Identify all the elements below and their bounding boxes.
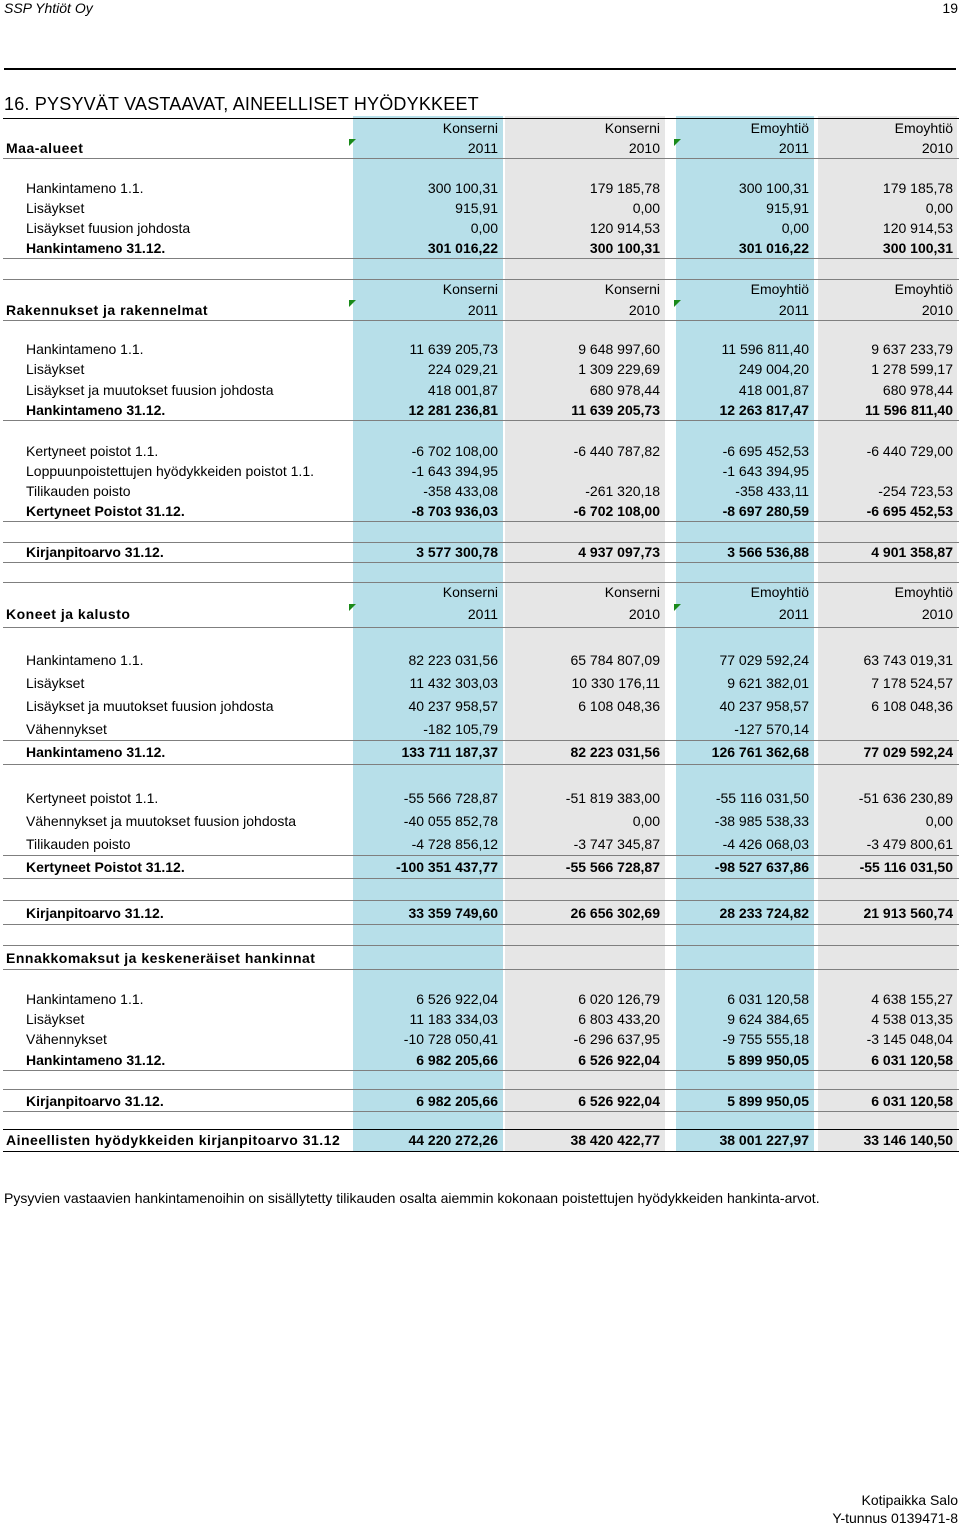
- table-row: [3, 811, 959, 831]
- cell-value: 9 624 384,65: [727, 1011, 809, 1027]
- section-heading-row: [3, 948, 959, 968]
- cell-value: 3 577 300,78: [416, 544, 498, 560]
- row-divider: [3, 420, 959, 421]
- table-row: [3, 719, 959, 739]
- column-header-year: 2011: [467, 140, 498, 156]
- row-label: Hankintameno 1.1.: [26, 180, 144, 196]
- cell-value: 82 223 031,56: [570, 744, 660, 760]
- cell-value: -55 566 728,87: [403, 790, 498, 806]
- row-label: Lisäykset: [26, 361, 85, 377]
- cell-value: 40 237 958,57: [408, 698, 498, 714]
- cell-value: -51 636 230,89: [858, 790, 953, 806]
- cell-value: 38 001 227,97: [719, 1132, 809, 1148]
- cell-value: -6 695 452,53: [866, 503, 953, 519]
- comment-marker-icon: [349, 139, 356, 146]
- row-divider: [3, 627, 959, 628]
- row-label: Hankintameno 31.12.: [26, 1052, 166, 1068]
- cell-value: -358 433,11: [735, 483, 809, 499]
- row-divider: [3, 320, 959, 321]
- column-header: Konserni: [442, 584, 498, 600]
- cell-value: -3 145 048,04: [866, 1031, 953, 1047]
- cell-value: 6 982 205,66: [416, 1052, 498, 1068]
- cell-value: -6 296 637,95: [573, 1031, 660, 1047]
- row-label: Lisäykset ja muutokset fuusion johdosta: [26, 698, 274, 714]
- cell-value: -127 570,14: [734, 721, 809, 737]
- cell-value: -55 566 728,87: [565, 859, 660, 875]
- table-row: [3, 788, 959, 808]
- column-header-year: 2011: [778, 302, 809, 318]
- table-row: [3, 989, 959, 1009]
- row-label: Kirjanpitoarvo 31.12.: [26, 905, 164, 921]
- column-header-year-row: [3, 604, 959, 624]
- row-label: Hankintameno 1.1.: [26, 652, 144, 668]
- cell-value: -10 728 050,41: [403, 1031, 498, 1047]
- table-row: [3, 238, 959, 258]
- column-header-entity-row: [3, 279, 959, 299]
- cell-value: -3 747 345,87: [573, 836, 660, 852]
- cell-value: 0,00: [632, 200, 660, 216]
- column-header: Konserni: [604, 120, 660, 136]
- cell-value: -358 433,08: [423, 483, 498, 499]
- row-divider: [3, 562, 959, 563]
- cell-value: 300 100,31: [589, 240, 660, 256]
- cell-value: 1 309 229,69: [578, 361, 660, 377]
- row-divider: [3, 521, 959, 522]
- cell-value: 300 100,31: [738, 180, 809, 196]
- row-label: Vähennykset ja muutokset fuusion johdosta: [26, 813, 297, 829]
- cell-value: 11 596 811,40: [721, 341, 809, 357]
- column-header-year: 2010: [628, 302, 660, 318]
- table-row: [3, 696, 959, 716]
- table-row: [3, 461, 959, 481]
- cell-value: 6 031 120,58: [871, 1052, 953, 1068]
- row-label: Hankintameno 31.12.: [26, 402, 166, 418]
- table-row: [3, 380, 959, 400]
- table-row: [3, 400, 959, 420]
- column-header-year: 2011: [778, 140, 809, 156]
- cell-value: -182 105,79: [423, 721, 498, 737]
- cell-value: 0,00: [925, 200, 953, 216]
- cell-value: 12 263 817,47: [719, 402, 809, 418]
- cell-value: 11 639 205,73: [571, 402, 660, 418]
- cell-value: 915,91: [766, 200, 809, 216]
- cell-value: 33 146 140,50: [863, 1132, 953, 1148]
- cell-value: -1 643 394,95: [411, 463, 498, 479]
- row-divider: [3, 1151, 959, 1152]
- column-header-year: 2011: [467, 302, 498, 318]
- cell-value: 6 020 126,79: [578, 991, 660, 1007]
- row-label: Kertyneet Poistot 31.12.: [26, 503, 185, 519]
- table-row: [3, 481, 959, 501]
- cell-value: 6 982 205,66: [416, 1093, 498, 1109]
- row-label: Lisäykset: [26, 200, 85, 216]
- cell-value: 6 108 048,36: [578, 698, 660, 714]
- cell-value: 11 432 303,03: [409, 675, 498, 691]
- cell-value: 0,00: [781, 220, 809, 236]
- table-row: [3, 339, 959, 359]
- cell-value: -55 116 031,50: [715, 790, 809, 806]
- row-label: Tilikauden poisto: [26, 483, 131, 499]
- cell-value: 11 596 811,40: [865, 402, 953, 418]
- cell-value: 418 001,87: [738, 382, 809, 398]
- cell-value: -8 697 280,59: [722, 503, 809, 519]
- row-divider: [3, 878, 959, 879]
- row-label: Hankintameno 1.1.: [26, 341, 144, 357]
- cell-value: -6 702 108,00: [411, 443, 498, 459]
- page-number: 19: [942, 0, 958, 16]
- row-label: Lisäykset: [26, 1011, 85, 1027]
- cell-value: -40 055 852,78: [403, 813, 498, 829]
- column-header-entity-row: [3, 582, 959, 602]
- row-label: Vähennykset: [26, 721, 107, 737]
- row-divider: [3, 924, 959, 925]
- table-row: [3, 178, 959, 198]
- column-header: Konserni: [604, 281, 660, 297]
- table-row: [3, 198, 959, 218]
- comment-marker-icon: [674, 604, 681, 611]
- row-divider: [3, 764, 959, 765]
- cell-value: 63 743 019,31: [863, 652, 953, 668]
- column-header-year: 2010: [628, 140, 660, 156]
- column-header-year: 2010: [628, 606, 660, 622]
- table-row: [3, 650, 959, 670]
- cell-value: 44 220 272,26: [408, 1132, 498, 1148]
- row-divider: [3, 1089, 959, 1090]
- table-row: [3, 834, 959, 854]
- table-row: [3, 857, 959, 877]
- cell-value: 120 914,53: [589, 220, 660, 236]
- row-divider: [3, 945, 959, 946]
- cell-value: 33 359 749,60: [408, 905, 498, 921]
- cell-value: 6 803 433,20: [578, 1011, 660, 1027]
- comment-marker-icon: [349, 300, 356, 307]
- cell-value: 680 978,44: [589, 382, 660, 398]
- cell-value: 4 937 097,73: [578, 544, 660, 560]
- cell-value: -6 702 108,00: [573, 503, 660, 519]
- header-rule: [4, 68, 956, 70]
- footer-business-id: Y-tunnus 0139471-8: [832, 1510, 958, 1526]
- row-divider: [3, 855, 959, 856]
- fixed-assets-table: [3, 116, 959, 1152]
- row-divider: [3, 740, 959, 741]
- cell-value: 6 526 922,04: [416, 991, 498, 1007]
- cell-value: 12 281 236,81: [408, 402, 498, 418]
- row-divider: [3, 258, 959, 259]
- cell-value: 10 330 176,11: [571, 675, 660, 691]
- cell-value: -9 755 555,18: [722, 1031, 809, 1047]
- cell-value: -254 723,53: [878, 483, 953, 499]
- column-header-year-row: [3, 138, 959, 158]
- comment-marker-icon: [674, 300, 681, 307]
- cell-value: -8 703 936,03: [411, 503, 498, 519]
- column-header-year: 2010: [921, 302, 953, 318]
- cell-value: 0,00: [632, 813, 660, 829]
- cell-value: 6 108 048,36: [871, 698, 953, 714]
- cell-value: 4 538 013,35: [871, 1011, 953, 1027]
- column-header-year: 2010: [921, 606, 953, 622]
- cell-value: 9 648 997,60: [578, 341, 660, 357]
- footnote: Pysyvien vastaavien hankintamenoihin on sisällytetty tilikauden osalta aiemmin kokonaan poistettujen hyödykkeiden hankinta-arvot.: [4, 1190, 820, 1206]
- cell-value: 249 004,20: [738, 361, 809, 377]
- cell-value: 21 913 560,74: [863, 905, 953, 921]
- row-label: Kirjanpitoarvo 31.12.: [26, 1093, 164, 1109]
- table-row: [3, 359, 959, 379]
- cell-value: -51 819 383,00: [565, 790, 660, 806]
- row-divider: [3, 1111, 959, 1112]
- cell-value: -6 695 452,53: [722, 443, 809, 459]
- grand-total-row: [3, 1130, 959, 1150]
- cell-value: 6 526 922,04: [578, 1052, 660, 1068]
- column-header-year: 2011: [467, 606, 498, 622]
- cell-value: 9 637 233,79: [871, 341, 953, 357]
- section-heading: Rakennukset ja rakennelmat: [6, 302, 209, 318]
- row-label: Lisäykset: [26, 675, 85, 691]
- cell-value: 77 029 592,24: [719, 652, 809, 668]
- cell-value: 26 656 302,69: [570, 905, 660, 921]
- cell-value: 0,00: [470, 220, 498, 236]
- row-label: Hankintameno 1.1.: [26, 991, 144, 1007]
- cell-value: -100 351 437,77: [396, 859, 498, 875]
- row-divider: [3, 900, 959, 901]
- cell-value: 82 223 031,56: [408, 652, 498, 668]
- cell-value: -4 728 856,12: [411, 836, 498, 852]
- table-row: [3, 441, 959, 461]
- row-label: Vähennykset: [26, 1031, 107, 1047]
- table-row: [3, 673, 959, 693]
- column-header: Konserni: [442, 281, 498, 297]
- cell-value: 6 031 120,58: [727, 991, 809, 1007]
- table-row: [3, 742, 959, 762]
- cell-value: 11 639 205,73: [409, 341, 498, 357]
- cell-value: 6 031 120,58: [871, 1093, 953, 1109]
- row-label: Kertyneet poistot 1.1.: [26, 443, 159, 459]
- cell-value: -6 440 787,82: [573, 443, 660, 459]
- row-label: Kertyneet poistot 1.1.: [26, 790, 159, 806]
- cell-value: -3 479 800,61: [866, 836, 953, 852]
- row-label: Hankintameno 31.12.: [26, 744, 166, 760]
- cell-value: 4 901 358,87: [871, 544, 953, 560]
- cell-value: 680 978,44: [882, 382, 953, 398]
- row-label: Kertyneet Poistot 31.12.: [26, 859, 185, 875]
- row-divider: [3, 1070, 959, 1071]
- row-label: Lisäykset ja muutokset fuusion johdosta: [26, 382, 274, 398]
- table-row: [3, 542, 959, 562]
- cell-value: 28 233 724,82: [719, 905, 809, 921]
- cell-value: 5 899 950,05: [727, 1093, 809, 1109]
- column-header: Emoyhtiö: [894, 281, 953, 297]
- row-label: Hankintameno 31.12.: [26, 240, 166, 256]
- footer-domicile: Kotipaikka Salo: [861, 1492, 958, 1508]
- cell-value: -1 643 394,95: [722, 463, 809, 479]
- cell-value: 0,00: [925, 813, 953, 829]
- column-header: Emoyhtiö: [894, 120, 953, 136]
- comment-marker-icon: [674, 139, 681, 146]
- cell-value: 38 420 422,77: [570, 1132, 660, 1148]
- column-header: Konserni: [604, 584, 660, 600]
- cell-value: -38 985 538,33: [714, 813, 809, 829]
- row-label: Lisäykset fuusion johdosta: [26, 220, 191, 236]
- cell-value: 179 185,78: [589, 180, 660, 196]
- column-header-year: 2010: [921, 140, 953, 156]
- cell-value: 77 029 592,24: [863, 744, 953, 760]
- section-heading: Maa-alueet: [6, 140, 84, 156]
- column-header: Emoyhtiö: [750, 281, 809, 297]
- cell-value: 179 185,78: [882, 180, 953, 196]
- cell-value: 120 914,53: [882, 220, 953, 236]
- row-label: Kirjanpitoarvo 31.12.: [26, 544, 164, 560]
- table-row: [3, 1050, 959, 1070]
- cell-value: 1 278 599,17: [871, 361, 953, 377]
- cell-value: -98 527 637,86: [714, 859, 809, 875]
- column-header: Konserni: [442, 120, 498, 136]
- cell-value: 11 183 334,03: [409, 1011, 498, 1027]
- column-header-year-row: [3, 300, 959, 320]
- cell-value: 65 784 807,09: [570, 652, 660, 668]
- cell-value: 301 016,22: [738, 240, 809, 256]
- column-header-year: 2011: [778, 606, 809, 622]
- row-divider: [3, 158, 959, 159]
- cell-value: 7 178 524,57: [871, 675, 953, 691]
- row-label: Tilikauden poisto: [26, 836, 131, 852]
- table-row: [3, 218, 959, 238]
- cell-value: -4 426 068,03: [722, 836, 809, 852]
- cell-value: 301 016,22: [427, 240, 498, 256]
- row-label: Loppuunpoistettujen hyödykkeiden poistot 1.1.: [26, 463, 314, 479]
- page-title: 16. PYSYVÄT VASTAAVAT, AINEELLISET HYÖDYKKEET: [4, 94, 479, 114]
- comment-marker-icon: [349, 604, 356, 611]
- cell-value: -261 320,18: [585, 483, 660, 499]
- cell-value: -6 440 729,00: [866, 443, 953, 459]
- column-header: Emoyhtiö: [750, 584, 809, 600]
- company-name: SSP Yhtiöt Oy: [4, 0, 93, 16]
- column-header: Emoyhtiö: [750, 120, 809, 136]
- cell-value: 224 029,21: [427, 361, 498, 377]
- cell-value: 300 100,31: [427, 180, 498, 196]
- cell-value: 915,91: [455, 200, 498, 216]
- cell-value: 4 638 155,27: [871, 991, 953, 1007]
- column-header-entity-row: [3, 118, 959, 138]
- table-row: [3, 1009, 959, 1029]
- section-heading: Ennakkomaksut ja keskeneräiset hankinnat: [6, 950, 316, 966]
- cell-value: 300 100,31: [882, 240, 953, 256]
- cell-value: -55 116 031,50: [859, 859, 953, 875]
- table-row: [3, 501, 959, 521]
- column-header: Emoyhtiö: [894, 584, 953, 600]
- cell-value: 9 621 382,01: [727, 675, 809, 691]
- row-divider: [3, 969, 959, 970]
- table-row: [3, 1029, 959, 1049]
- cell-value: 126 761 362,68: [711, 744, 809, 760]
- section-heading: Koneet ja kalusto: [6, 606, 131, 622]
- cell-value: 40 237 958,57: [719, 698, 809, 714]
- cell-value: 6 526 922,04: [578, 1093, 660, 1109]
- page-footer: [832, 1491, 958, 1527]
- cell-value: 3 566 536,88: [727, 544, 809, 560]
- page-header: [0, 0, 960, 16]
- cell-value: 133 711 187,37: [401, 744, 498, 760]
- table-row: [3, 1091, 959, 1111]
- section-heading: Aineellisten hyödykkeiden kirjanpitoarvo 31.12: [6, 1132, 341, 1148]
- cell-value: 5 899 950,05: [727, 1052, 809, 1068]
- cell-value: 418 001,87: [427, 382, 498, 398]
- table-row: [3, 903, 959, 923]
